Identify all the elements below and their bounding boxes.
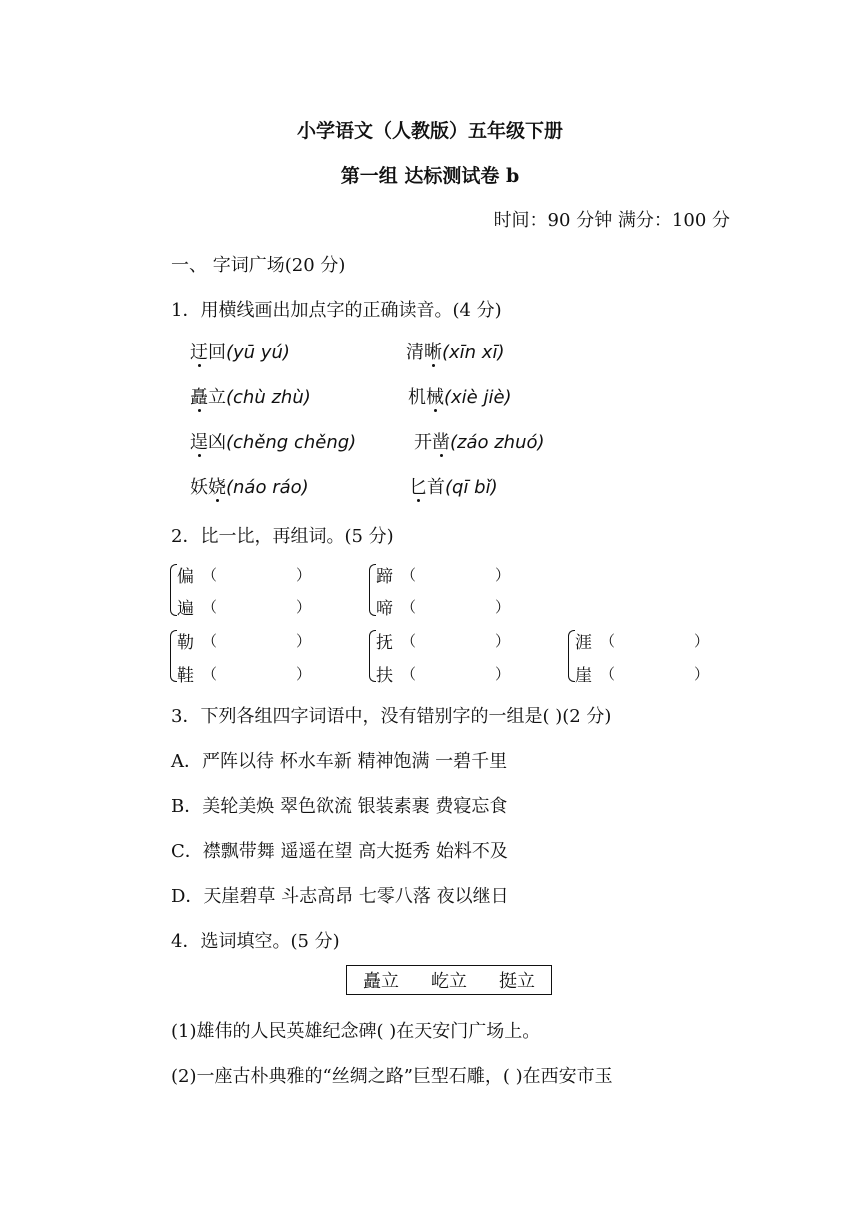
fill-sentence-2: (2)一座古朴典雅的“丝绸之路”巨型石雕，( )在西安市玉 [171,1066,613,1087]
answer-open-paren: （ [401,632,417,650]
answer-close-paren: ） [296,566,312,584]
answer-open-paren: （ [401,598,417,616]
answer-close-paren: ） [495,566,511,584]
page-subtitle: 第一组 达标测试卷 b [340,165,520,187]
brace [369,564,376,616]
q1-item-6: 开凿(záo zhuó) [414,432,545,453]
answer-close-paren: ） [495,632,511,650]
compare-char: 蹄 [376,567,393,587]
word-choice: 矗立 [363,971,399,992]
option-c: C．襟飘带舞 遥遥在望 高大挺秀 始料不及 [171,841,508,862]
word-choice: 挺立 [499,971,535,992]
q1-item-3: 矗立(chù zhù) [190,387,311,408]
answer-close-paren: ） [495,598,511,616]
answer-open-paren: （ [600,632,616,650]
brace [369,630,376,682]
q1-item-5: 逞凶(chěng chěng) [190,432,357,453]
answer-close-paren: ） [694,665,710,683]
answer-close-paren: ） [694,632,710,650]
q1-item-7: 妖娆(náo ráo) [190,477,309,498]
option-d: D．天崖碧草 斗志高昂 七零八落 夜以继日 [171,886,509,907]
compare-char: 遍 [177,599,194,619]
q1-item-1: 迂回(yū yú) [190,342,290,363]
answer-close-paren: ） [296,598,312,616]
brace [170,564,177,616]
q1-item-8: 匕首(qī bǐ) [409,477,498,498]
brace [170,630,177,682]
answer-close-paren: ） [495,665,511,683]
answer-open-paren: （ [600,665,616,683]
answer-close-paren: ） [296,665,312,683]
answer-close-paren: ） [296,632,312,650]
compare-char: 偏 [177,567,194,587]
question-1-stem: 1．用横线画出加点字的正确读音。(4 分) [171,300,502,321]
question-4-stem: 4．选词填空。(5 分) [171,931,340,952]
word-choice: 屹立 [431,971,467,992]
q1-item-4: 机械(xiè jiè) [408,387,512,408]
answer-open-paren: （ [401,665,417,683]
compare-char: 勒 [177,633,194,653]
time-score-info: 时间：90 分钟 满分：100 分 [493,210,730,231]
compare-char: 崖 [575,666,592,686]
answer-open-paren: （ [401,566,417,584]
answer-open-paren: （ [202,566,218,584]
option-b: B．美轮美焕 翠色欲流 银装素裹 费寝忘食 [171,796,508,817]
question-3-stem: 3．下列各组四字词语中，没有错别字的一组是( )(2 分) [171,706,612,727]
word-choice-box [346,965,552,995]
compare-char: 啼 [376,599,393,619]
compare-char: 抚 [376,633,393,653]
section-heading: 一、 字词广场(20 分) [171,255,346,276]
compare-char: 扶 [376,666,393,686]
page-title: 小学语文（人教版）五年级下册 [296,120,563,142]
answer-open-paren: （ [202,665,218,683]
question-2-stem: 2．比一比，再组词。(5 分) [171,526,394,547]
compare-char: 鞋 [177,666,194,686]
answer-open-paren: （ [202,632,218,650]
q1-item-2: 清晰(xīn xī) [406,342,505,363]
fill-sentence-1: (1)雄伟的人民英雄纪念碑( )在天安门广场上。 [171,1021,541,1042]
brace [568,630,575,682]
option-a: A．严阵以待 杯水车新 精神饱满 一碧千里 [171,751,508,772]
answer-open-paren: （ [202,598,218,616]
compare-char: 涯 [575,633,592,653]
